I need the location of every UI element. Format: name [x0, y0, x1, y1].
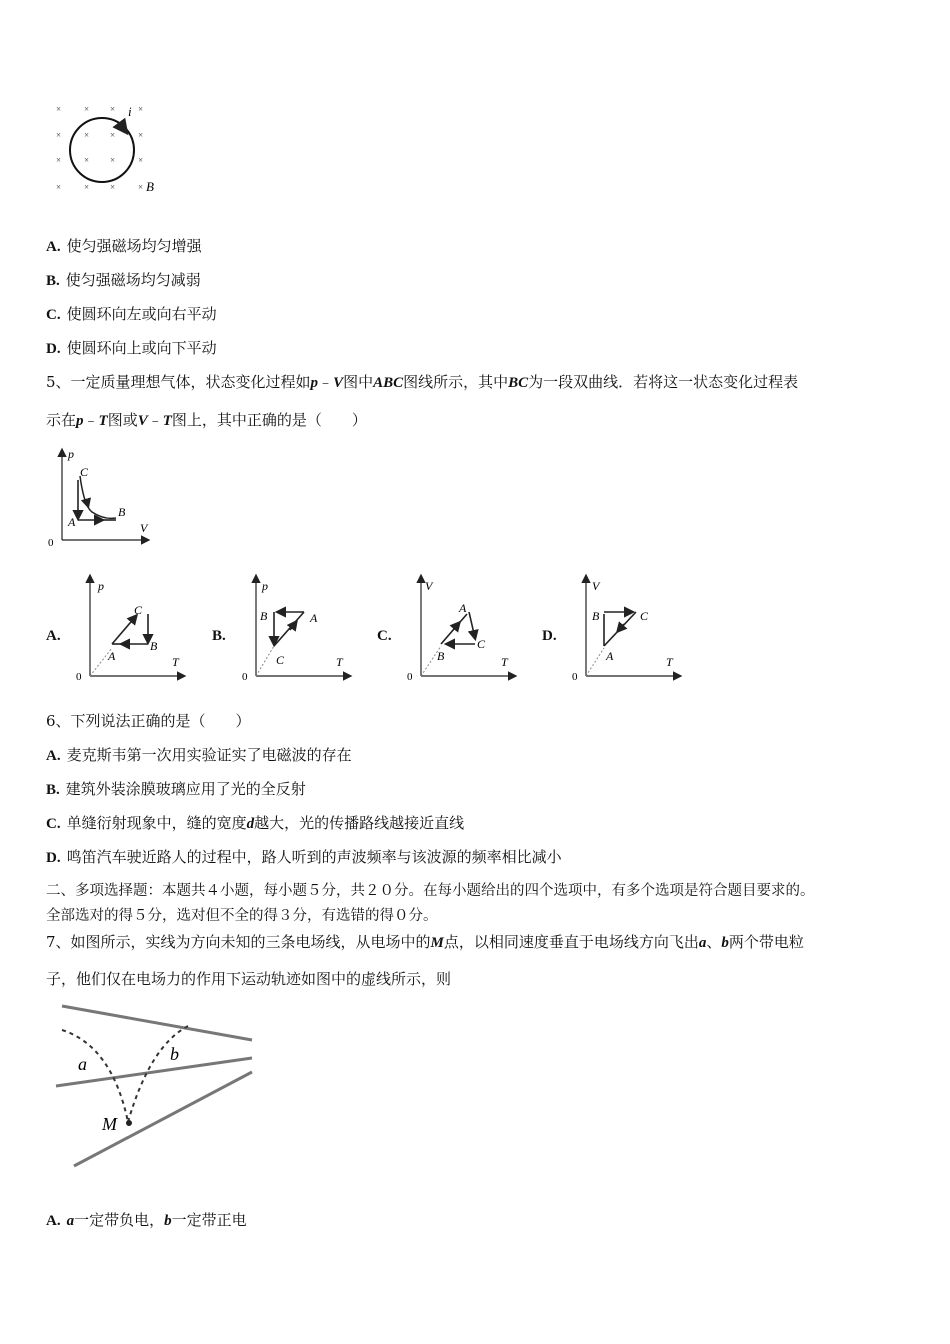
stem-var: b — [721, 935, 729, 951]
option-text: 鸣笛汽车驶近路人的过程中，路人听到的声波频率与该波源的频率相比减小 — [66, 848, 562, 866]
svg-text:×: × — [84, 182, 90, 192]
stem-text: 示在 — [46, 411, 77, 429]
option-text: 单缝衍射现象中，缝的宽度 — [66, 814, 247, 832]
q5-option-c-graph — [403, 572, 523, 684]
svg-text:×: × — [110, 104, 116, 114]
svg-text:0: 0 — [572, 671, 578, 683]
svg-text:×: × — [138, 104, 144, 114]
option-letter: C. — [46, 307, 61, 323]
svg-text:M: M — [102, 1114, 117, 1134]
stem-var: p — [310, 375, 319, 391]
stem-text: 图上，其中正确的是（ ） — [171, 411, 367, 429]
stem-text: 两个带电粒 — [728, 933, 804, 951]
svg-text:a: a — [78, 1054, 87, 1074]
option-var: a — [66, 1213, 75, 1229]
option-text: 使匀强磁场均匀减弱 — [65, 271, 201, 289]
svg-text:C: C — [80, 465, 89, 479]
svg-text:A: A — [68, 515, 76, 529]
stem-text: 5、一定质量理想气体，状态变化过程如 — [46, 373, 311, 391]
stem-var: T — [98, 413, 108, 429]
svg-text:B: B — [260, 609, 268, 623]
svg-text:B: B — [592, 609, 600, 623]
pv-graph — [40, 444, 160, 550]
svg-text:p: p — [98, 579, 104, 593]
option-letter: D. — [46, 341, 61, 357]
stem-var: BC — [508, 375, 529, 391]
svg-text:×: × — [56, 104, 62, 114]
svg-text:T: T — [172, 655, 179, 669]
section2-heading-line2: 全部选对的得５分，选对但不全的得３分，有选错的得０分。 — [46, 908, 438, 924]
stem-text: 图或 — [107, 411, 138, 429]
q4-option-b — [46, 270, 201, 291]
q5-option-a-letter: A. — [46, 628, 61, 644]
option-letter: B. — [46, 273, 60, 289]
svg-text:T: T — [666, 655, 673, 669]
q4-option-c — [46, 304, 217, 325]
option-letter: D. — [46, 850, 61, 866]
svg-text:p: p — [68, 447, 74, 461]
q7-option-a — [46, 1210, 247, 1231]
svg-text:×: × — [56, 155, 62, 165]
q5-stem-line1 — [46, 372, 798, 393]
svg-text:×: × — [84, 155, 90, 165]
q5-option-d-letter: D. — [542, 628, 557, 644]
stem-text: 图中 — [343, 373, 374, 391]
option-text: 一定带负电， — [74, 1211, 165, 1229]
q4-option-d — [46, 338, 217, 359]
stem-text: ﹣ — [318, 373, 334, 391]
stem-var: a — [698, 935, 707, 951]
q5-option-c-letter: C. — [377, 628, 392, 644]
svg-text:×: × — [110, 155, 116, 165]
option-text: 一定带正电 — [171, 1211, 247, 1229]
q7-stem-line1 — [46, 932, 804, 953]
option-text: 越大，光的传播路线越接近直线 — [254, 814, 465, 832]
option-letter: A. — [46, 748, 61, 764]
svg-text:C: C — [276, 653, 285, 667]
svg-text:×: × — [138, 182, 144, 192]
stem-var: p — [76, 413, 84, 429]
svg-text:B: B — [150, 639, 158, 653]
svg-text:B: B — [437, 649, 445, 663]
option-var: d — [246, 816, 255, 832]
stem-text: 点，以相同速度垂直于电场线方向飞出 — [443, 933, 699, 951]
stem-text: 7、如图所示，实线为方向未知的三条电场线，从电场中的 — [46, 933, 431, 951]
q6-option-c — [46, 813, 464, 834]
svg-text:0: 0 — [76, 671, 82, 683]
section2-heading-line1: 二、多项选择题：本题共４小题，每小题５分，共２０分。在每小题给出的四个选项中，有多个选项是符合题目要求的。 — [46, 883, 815, 899]
option-text: 建筑外装涂膜玻璃应用了光的全反射 — [65, 780, 306, 798]
svg-text:C: C — [134, 603, 143, 617]
option-letter: A. — [46, 239, 61, 255]
q6-stem: 6、下列说法正确的是（ ） — [46, 712, 251, 730]
svg-text:×: × — [110, 130, 116, 140]
stem-var: V — [333, 375, 344, 391]
q5-option-d-graph — [568, 572, 688, 684]
svg-text:×: × — [56, 130, 62, 140]
q7-stem-line2: 子，他们仅在电场力的作用下运动轨迹如图中的虚线所示，则 — [46, 970, 452, 988]
stem-text: ﹣ — [147, 411, 163, 429]
svg-text:b: b — [170, 1044, 179, 1064]
current-label: i — [128, 104, 132, 119]
svg-text:×: × — [84, 130, 90, 140]
option-text: 麦克斯韦第一次用实验证实了电磁波的存在 — [66, 746, 352, 764]
metal-ring — [70, 118, 134, 182]
svg-text:V: V — [592, 579, 600, 593]
svg-text:C: C — [477, 637, 486, 651]
q6-option-b — [46, 779, 306, 800]
option-letter: B. — [46, 782, 60, 798]
q6-option-a — [46, 745, 352, 766]
svg-text:0: 0 — [407, 671, 413, 683]
ring-in-field-figure — [50, 98, 170, 198]
option-text: 使匀强磁场均匀增强 — [66, 237, 202, 255]
q6-option-d — [46, 847, 562, 868]
q5-option-b-letter: B. — [212, 628, 226, 644]
stem-text: 图线所示，其中 — [403, 373, 509, 391]
option-letter: C. — [46, 816, 61, 832]
q5-stem-line2 — [46, 410, 367, 431]
svg-text:T: T — [336, 655, 343, 669]
stem-text: ﹣ — [83, 411, 99, 429]
stem-var: V — [137, 413, 148, 429]
svg-text:p: p — [262, 579, 268, 593]
svg-text:A: A — [606, 649, 614, 663]
stem-text: 、 — [706, 933, 722, 951]
electric-field-figure — [50, 1000, 260, 1175]
option-letter: A. — [46, 1213, 61, 1229]
svg-text:0: 0 — [48, 537, 54, 549]
svg-text:T: T — [501, 655, 508, 669]
svg-text:×: × — [138, 155, 144, 165]
svg-text:A: A — [108, 649, 116, 663]
q5-option-b-graph — [238, 572, 358, 684]
svg-text:B: B — [118, 505, 126, 519]
option-text: 使圆环向左或向右平动 — [66, 305, 217, 323]
q5-option-a-graph — [72, 572, 192, 684]
svg-text:0: 0 — [242, 671, 248, 683]
svg-text:×: × — [56, 182, 62, 192]
stem-var: T — [162, 413, 172, 429]
stem-var: M — [430, 935, 444, 951]
svg-text:C: C — [640, 609, 649, 623]
option-var: b — [164, 1213, 172, 1229]
option-text: 使圆环向上或向下平动 — [66, 339, 217, 357]
field-label: B — [146, 179, 154, 194]
svg-text:A: A — [459, 601, 467, 615]
svg-text:×: × — [110, 182, 116, 192]
q4-option-a — [46, 236, 202, 257]
svg-text:×: × — [138, 130, 144, 140]
svg-text:V: V — [425, 579, 433, 593]
svg-text:A: A — [310, 611, 318, 625]
svg-text:V: V — [140, 521, 148, 535]
svg-text:×: × — [84, 104, 90, 114]
stem-var: ABC — [373, 375, 404, 391]
stem-text: 为一段双曲线．若将这一状态变化过程表 — [528, 373, 799, 391]
